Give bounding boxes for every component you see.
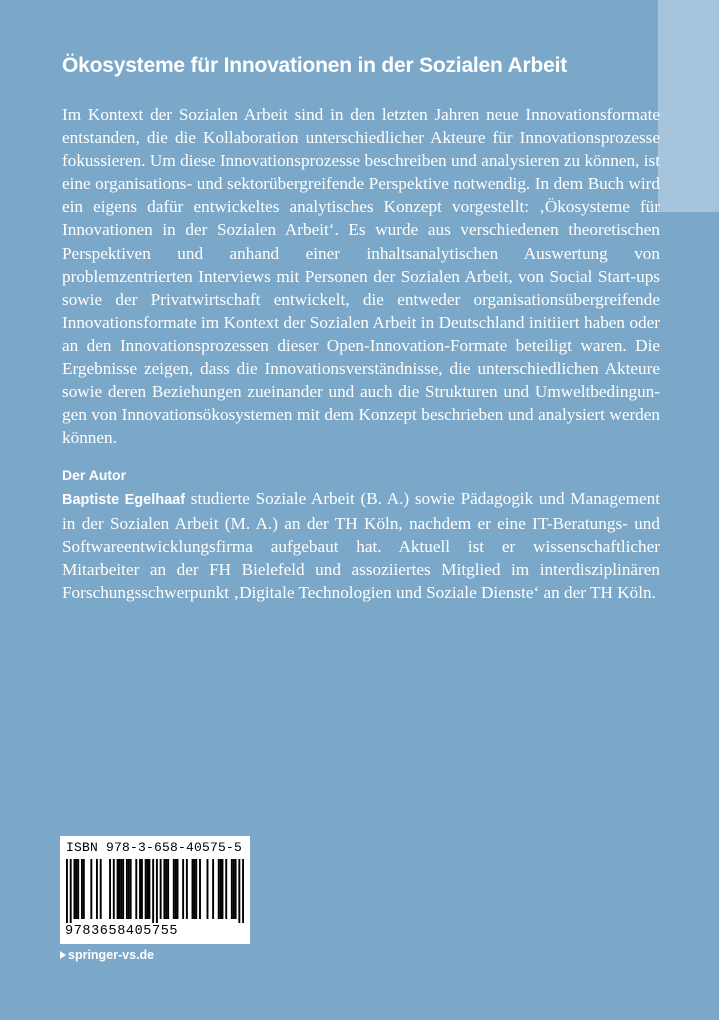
barcode-bar <box>242 859 244 923</box>
barcode-bar <box>222 859 224 919</box>
barcode-bar <box>126 859 128 919</box>
isbn-barcode <box>60 836 250 944</box>
barcode-bar <box>192 859 194 919</box>
barcode-bar <box>175 859 177 919</box>
barcode-bar <box>220 859 222 919</box>
barcode-bar <box>83 859 85 919</box>
barcode-bar <box>73 859 75 919</box>
barcode-bar <box>141 859 143 919</box>
barcode-bar <box>165 859 167 919</box>
barcode-bar <box>135 859 137 919</box>
barcode-bar <box>207 859 209 919</box>
barcode-bar <box>70 859 72 923</box>
barcode-bar <box>218 859 220 919</box>
barcode-bar <box>148 859 150 919</box>
barcode-bar <box>163 859 165 919</box>
barcode-bar <box>152 859 154 923</box>
barcode-bar <box>109 859 111 919</box>
author-name: Baptiste Egelhaaf <box>62 492 186 508</box>
barcode-bars <box>66 859 244 923</box>
barcode-bar <box>167 859 169 919</box>
ean-digits: 9783658405755 <box>65 924 179 939</box>
barcode-bar <box>128 859 130 919</box>
isbn-label: ISBN 978-3-658-40575-5 <box>66 840 243 855</box>
barcode-bar <box>90 859 92 919</box>
barcode-bar <box>118 859 120 919</box>
barcode-bar <box>139 859 141 919</box>
spine-color-strip <box>658 0 719 212</box>
barcode-bar <box>122 859 124 919</box>
barcode-bar <box>193 859 195 919</box>
barcode-bar <box>77 859 79 919</box>
barcode-bar <box>186 859 188 919</box>
barcode-bar <box>195 859 197 919</box>
barcode-bar <box>160 859 162 919</box>
arrow-right-icon <box>60 951 66 959</box>
barcode-bar <box>225 859 227 919</box>
book-title: Ökosysteme für Innovationen in der Sozialen Arbeit <box>62 54 567 77</box>
barcode-bar <box>199 859 201 919</box>
barcode-bar <box>156 859 158 923</box>
barcode-bar <box>177 859 179 919</box>
author-bio <box>62 487 660 604</box>
book-description: Im Kontext der Sozialen Arbeit sind in den letzten Jahren neue Innovationsformate entstanden, die die Kollaboration unterschiedlicher Akteure für Innovationsprozesse fokussieren. Um diese Innovationsprozesse beschreiben und analysieren zu können, ist eine organisations- und sektorübergreifende Perspektive notwendig. In dem Buch wird ein eigens dafür entwickeltes analytisches Konzept vorgestellt: ‚Ökosysteme für Innovationen in der Sozialen Arbeit‘. Es wurde aus verschiedenen theoretischen Perspektiven und anhand einer inhaltsanalytischen Auswertung von problemzentrierten Interviews mit Personen der Sozialen Arbeit, von Social Start-ups sowie der Privatwirtschaft entwickelt, die entweder organisationsübergreifende Innovationsformate im Kontext der Sozialen Arbeit in Deutschland initiiert haben oder an den Innovationsprozessen dieser Open-Innovation-Formate beteiligt waren. Die Ergebnisse zeigen, dass die Innovationsverständnisse, die unterschiedlichen Akteure sowie deren Beziehungen zueinander und auch die Strukturen und Umweltbedingungen von Innovationsökosystemen mit dem Konzept beschrieben und analysiert werden können. <box>62 105 660 448</box>
barcode-bar <box>113 859 115 919</box>
barcode-bar <box>66 859 68 923</box>
barcode-bar <box>130 859 132 919</box>
barcode-bar <box>231 859 233 919</box>
barcode-bar <box>182 859 184 919</box>
barcode-bar <box>81 859 83 919</box>
barcode-bar <box>96 859 98 919</box>
barcode-bar <box>100 859 102 919</box>
publisher-link[interactable] <box>60 946 154 964</box>
barcode-bar <box>147 859 149 919</box>
barcode-bar <box>212 859 214 919</box>
barcode-bar <box>117 859 119 919</box>
barcode-bar <box>145 859 147 919</box>
barcode-bar <box>173 859 175 919</box>
author-bio-text: studierte Soziale Arbeit (B. A.) sowie Pädagogik und Management in der Sozialen Arbeit (M. A.) an der TH Köln, nachdem er eine IT-Beratungs- und Softwareentwicklungsfirma aufgebaut hat. Aktuell ist er wissenschaftlicher Mitarbeiter an der FH Bielefeld und assoziiertes Mitglied im interdisziplinären Forschungsschwerpunkt ‚Digitale Technologien und Soziale Dienste‘ an der TH Köln. <box>62 489 661 603</box>
barcode-bar <box>238 859 240 923</box>
author-heading: Der Autor <box>62 467 127 483</box>
barcode-bar <box>233 859 235 919</box>
barcode-bar <box>75 859 77 919</box>
barcode-bar <box>120 859 122 919</box>
barcode-bar <box>235 859 237 919</box>
publisher-url: springer-vs.de <box>68 948 155 962</box>
